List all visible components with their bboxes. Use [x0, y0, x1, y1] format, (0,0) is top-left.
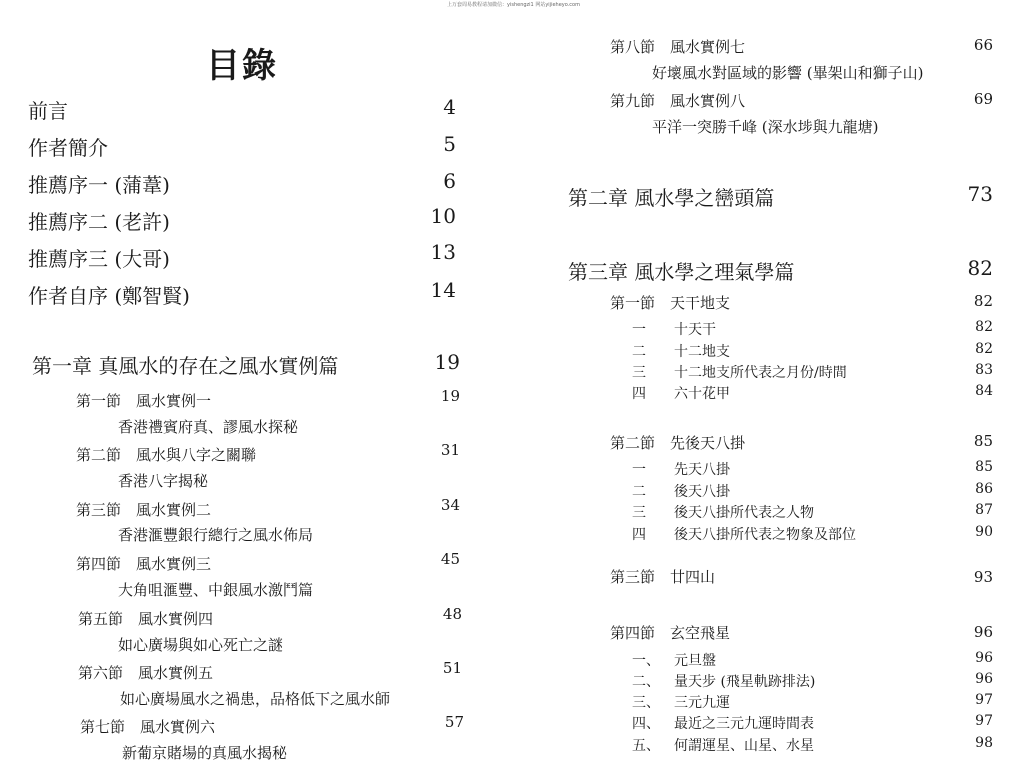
toc-page-number: 90 — [975, 524, 993, 540]
toc-section-subtitle: 新葡京賭場的真風水揭秘 — [122, 744, 288, 762]
toc-entry-foreword-2[interactable]: 推薦序二 (老許) — [28, 210, 170, 234]
toc-item-mark: 四 — [632, 386, 646, 402]
toc-item-mark: 三 — [632, 365, 646, 381]
toc-entry-author-preface[interactable]: 作者自序 (鄭智賢) — [28, 284, 190, 308]
toc-item-mark: 二、 — [632, 674, 660, 690]
toc-item[interactable]: 十天干 — [674, 322, 716, 338]
toc-item[interactable]: 元旦盤 — [674, 653, 716, 669]
toc-page-number: 51 — [442, 659, 462, 677]
toc-page-number: 96 — [975, 671, 993, 687]
toc-page-number: 14 — [430, 278, 456, 302]
toc-chapter-2[interactable]: 第二章 風水學之巒頭篇 — [568, 186, 775, 210]
toc-item[interactable]: 後天八掛 — [674, 484, 730, 500]
toc-section-ch3-1[interactable]: 第一節 天干地支 — [610, 294, 731, 312]
toc-page-number: 96 — [975, 650, 993, 666]
toc-page-number: 98 — [975, 735, 993, 751]
toc-section-ch3-4[interactable]: 第四節 玄空飛星 — [610, 624, 731, 642]
toc-section-subtitle: 如心廣場與如心死亡之謎 — [118, 636, 284, 654]
toc-page-number: 66 — [973, 36, 993, 54]
toc-page-number: 97 — [975, 692, 993, 708]
toc-section-9[interactable]: 第九節 風水實例八 — [610, 92, 746, 110]
toc-page-number: 82 — [975, 341, 993, 357]
toc-page-number: 10 — [430, 204, 456, 228]
toc-page-number: 87 — [975, 502, 993, 518]
toc-item-mark: 四、 — [632, 716, 660, 732]
toc-item[interactable]: 六十花甲 — [674, 386, 730, 402]
toc-page-number: 96 — [973, 623, 993, 641]
toc-section-5[interactable]: 第五節 風水實例四 — [78, 610, 214, 628]
toc-page-number: 82 — [973, 292, 993, 310]
toc-page-number: 19 — [440, 387, 460, 405]
toc-section-subtitle: 好壞風水對區域的影響 (畢架山和獅子山) — [652, 64, 924, 82]
toc-item-mark: 一 — [632, 462, 646, 478]
toc-item[interactable]: 何謂運星、山星、水星 — [674, 738, 814, 754]
toc-page-number: 45 — [440, 550, 460, 568]
toc-item-mark: 四 — [632, 527, 646, 543]
toc-section-subtitle: 平洋一突勝千峰 (深水埗與九龍塘) — [652, 118, 879, 136]
toc-entry-foreword-3[interactable]: 推薦序三 (大哥) — [28, 247, 170, 271]
toc-page-number: 5 — [443, 132, 456, 156]
toc-page-number: 19 — [434, 350, 460, 374]
toc-item[interactable]: 量天步 (飛星軌跡排法) — [674, 674, 816, 690]
toc-page-number: 6 — [443, 169, 456, 193]
toc-page-number: 97 — [975, 713, 993, 729]
toc-page-number: 93 — [973, 568, 993, 586]
toc-item[interactable]: 後天八掛所代表之物象及部位 — [674, 527, 856, 543]
toc-page-number: 48 — [442, 605, 462, 623]
toc-page-number: 69 — [973, 90, 993, 108]
toc-item[interactable]: 後天八掛所代表之人物 — [674, 505, 814, 521]
watermark-text: 上万套周易教程请加微信：yishengzi1 网站yijieheyo.com — [447, 2, 580, 8]
toc-section-subtitle: 香港禮賓府真、謬風水探秘 — [118, 418, 299, 436]
toc-item-mark: 一 — [632, 322, 646, 338]
toc-page-number: 4 — [443, 95, 456, 119]
toc-section-3[interactable]: 第三節 風水實例二 — [76, 501, 212, 519]
toc-item-mark: 二 — [632, 344, 646, 360]
toc-section-4[interactable]: 第四節 風水實例三 — [76, 555, 212, 573]
toc-section-ch3-2[interactable]: 第二節 先後天八掛 — [610, 434, 746, 452]
toc-page-number: 82 — [967, 256, 993, 280]
toc-item-mark: 一、 — [632, 653, 660, 669]
toc-page-number: 83 — [975, 362, 993, 378]
toc-entry-author-intro[interactable]: 作者簡介 — [28, 136, 108, 160]
toc-section-2[interactable]: 第二節 風水與八字之關聯 — [76, 446, 257, 464]
toc-section-subtitle: 大角咀滙豐、中銀風水激鬥篇 — [118, 581, 314, 599]
toc-section-subtitle: 如心廣場風水之禍患，品格低下之風水師 — [120, 690, 391, 708]
right-page — [540, 0, 1027, 778]
toc-page-number: 85 — [973, 432, 993, 450]
toc-item-mark: 三、 — [632, 695, 660, 711]
toc-page-number: 57 — [444, 713, 464, 731]
toc-page-number: 82 — [975, 319, 993, 335]
toc-page-number: 84 — [975, 383, 993, 399]
toc-section-subtitle: 香港滙豐銀行總行之風水佈局 — [118, 526, 314, 544]
toc-page-number: 34 — [440, 496, 460, 514]
page-title: 目錄 — [206, 46, 278, 86]
toc-item-mark: 三 — [632, 505, 646, 521]
toc-section-subtitle: 香港八字揭秘 — [118, 472, 209, 490]
toc-page-number: 31 — [440, 441, 460, 459]
left-page — [0, 0, 500, 778]
toc-item[interactable]: 最近之三元九運時間表 — [674, 716, 814, 732]
toc-item-mark: 五、 — [632, 738, 660, 754]
toc-chapter-1[interactable]: 第一章 真風水的存在之風水實例篇 — [32, 354, 339, 378]
toc-page-number: 85 — [975, 459, 993, 475]
toc-section-6[interactable]: 第六節 風水實例五 — [78, 664, 214, 682]
toc-entry-preface[interactable]: 前言 — [28, 99, 68, 123]
toc-section-ch3-3[interactable]: 第三節 廿四山 — [610, 568, 716, 586]
toc-item[interactable]: 十二地支 — [674, 344, 730, 360]
toc-page-number: 86 — [975, 481, 993, 497]
toc-item[interactable]: 十二地支所代表之月份/時間 — [674, 365, 847, 381]
toc-item[interactable]: 三元九運 — [674, 695, 730, 711]
toc-page-number: 73 — [967, 182, 993, 206]
toc-entry-foreword-1[interactable]: 推薦序一 (蒲葦) — [28, 173, 170, 197]
toc-section-8[interactable]: 第八節 風水實例七 — [610, 38, 746, 56]
toc-item-mark: 二 — [632, 484, 646, 500]
toc-section-1[interactable]: 第一節 風水實例一 — [76, 392, 212, 410]
toc-chapter-3[interactable]: 第三章 風水學之理氣學篇 — [568, 260, 795, 284]
toc-item[interactable]: 先天八掛 — [674, 462, 730, 478]
toc-section-7[interactable]: 第七節 風水實例六 — [80, 718, 216, 736]
toc-page-number: 13 — [430, 240, 456, 264]
